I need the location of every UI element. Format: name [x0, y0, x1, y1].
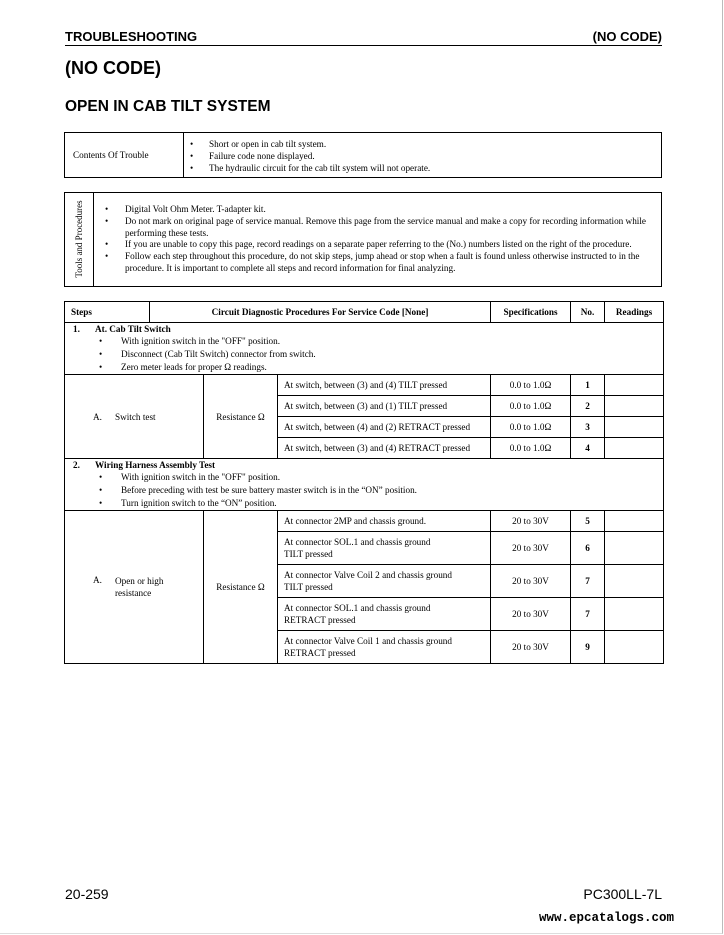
proc-cell: At connector 2MP and chassis ground.: [278, 511, 491, 532]
no-cell: 9: [571, 631, 605, 664]
step-name-cell: A. Switch test: [65, 375, 204, 459]
spec-cell: 0.0 to 1.0Ω: [491, 417, 571, 438]
reading-cell[interactable]: [605, 598, 664, 631]
contents-item: • The hydraulic circuit for the cab tilt system will not operate.: [187, 162, 430, 174]
spec-cell: 20 to 30V: [491, 598, 571, 631]
section-title: 2. Wiring Harness Assembly Test: [73, 460, 216, 470]
no-cell: 1: [571, 375, 605, 396]
page-number: 20-259: [65, 886, 109, 902]
tools-item: • Follow each step throughout this procedure, do not skip steps, jump ahead or stop when a fault is found unless otherwise instructed to in the procedure. It is important to complete all steps and record information for final analyzing.: [101, 251, 656, 275]
proc-cell: At switch, between (4) and (2) RETRACT pressed: [278, 417, 491, 438]
proc-cell: At connector Valve Coil 2 and chassis ground TILT pressed: [278, 565, 491, 598]
no-cell: 2: [571, 396, 605, 417]
no-cell: 4: [571, 438, 605, 459]
table-header-row: [65, 302, 664, 323]
reading-cell[interactable]: [605, 438, 664, 459]
reading-cell[interactable]: [605, 375, 664, 396]
watermark-text: www.epcatalogs.com: [538, 911, 674, 925]
tools-label-cell: [65, 193, 94, 286]
proc-cell: At connector Valve Coil 1 and chassis ground RETRACT pressed: [278, 631, 491, 664]
spec-cell: 0.0 to 1.0Ω: [491, 396, 571, 417]
header-left: TROUBLESHOOTING: [65, 29, 198, 44]
diagnostic-table: [64, 301, 664, 664]
section-title: 1. At. Cab Tilt Switch: [73, 324, 171, 334]
spec-cell: 0.0 to 1.0Ω: [491, 375, 571, 396]
proc-cell: At connector SOL.1 and chassis ground TILT pressed: [278, 532, 491, 565]
contents-item: • Failure code none displayed.: [187, 150, 430, 162]
section-notes: [71, 335, 657, 374]
tools-item: • If you are unable to copy this page, record readings on a separate paper referring to the (No.) numbers listed on the right of the procedure.: [101, 239, 656, 251]
table-row: [65, 375, 664, 396]
running-header: [65, 29, 662, 46]
table-row: [65, 511, 664, 532]
tools-list: [101, 204, 656, 275]
tools-label: Tools and Procedures: [74, 200, 84, 278]
section-note: • Disconnect (Cab Tilt Switch) connector from switch.: [96, 348, 657, 361]
proc-cell: At switch, between (3) and (1) TILT pressed: [278, 396, 491, 417]
col-header-steps: Steps: [65, 302, 150, 323]
proc-cell: At switch, between (3) and (4) TILT pressed: [278, 375, 491, 396]
section-row: [65, 323, 664, 375]
measure-cell: Resistance Ω: [204, 375, 278, 459]
section-notes: [71, 471, 657, 510]
spec-cell: 20 to 30V: [491, 565, 571, 598]
reading-cell[interactable]: [605, 511, 664, 532]
section-note: • Before preceding with test be sure battery master switch is in the “ON” position.: [96, 484, 657, 497]
tools-item: • Digital Volt Ohm Meter. T-adapter kit.: [101, 204, 656, 216]
section-note: • Zero meter leads for proper Ω readings.: [96, 361, 657, 374]
spec-cell: 20 to 30V: [491, 631, 571, 664]
no-cell: 7: [571, 598, 605, 631]
spec-cell: 20 to 30V: [491, 532, 571, 565]
proc-cell: At connector SOL.1 and chassis ground RETRACT pressed: [278, 598, 491, 631]
page-subtitle: OPEN IN CAB TILT SYSTEM: [65, 98, 271, 115]
step-name-cell: A. Open or high resistance: [65, 511, 204, 664]
header-right: (NO CODE): [592, 29, 662, 44]
tools-item: • Do not mark on original page of service manual. Remove this page from the service manual and make a copy for recording information while performing these tests.: [101, 216, 656, 240]
no-cell: 6: [571, 532, 605, 565]
contents-of-trouble-box: [64, 132, 662, 178]
spec-cell: 0.0 to 1.0Ω: [491, 438, 571, 459]
section-row: [65, 459, 664, 511]
col-header-procedure: Circuit Diagnostic Procedures For Service Code [None]: [150, 302, 491, 323]
section-note: • With ignition switch in the "OFF" position.: [96, 471, 657, 484]
reading-cell[interactable]: [605, 631, 664, 664]
no-cell: 7: [571, 565, 605, 598]
model-name: PC300LL-7L: [583, 886, 662, 902]
page-title: (NO CODE): [65, 58, 161, 78]
section-note: • Turn ignition switch to the “ON” position.: [96, 497, 657, 510]
contents-label: Contents Of Trouble: [65, 133, 184, 177]
col-header-spec: Specifications: [491, 302, 571, 323]
measure-cell: Resistance Ω: [204, 511, 278, 664]
section-note: • With ignition switch in the "OFF" position.: [96, 335, 657, 348]
no-cell: 5: [571, 511, 605, 532]
contents-list: [187, 138, 430, 174]
proc-cell: At switch, between (3) and (4) RETRACT pressed: [278, 438, 491, 459]
reading-cell[interactable]: [605, 417, 664, 438]
tools-procedures-box: [64, 192, 662, 287]
col-header-no: No.: [571, 302, 605, 323]
contents-item: • Short or open in cab tilt system.: [187, 138, 430, 150]
reading-cell[interactable]: [605, 396, 664, 417]
col-header-readings: Readings: [605, 302, 664, 323]
reading-cell[interactable]: [605, 532, 664, 565]
spec-cell: 20 to 30V: [491, 511, 571, 532]
no-cell: 3: [571, 417, 605, 438]
reading-cell[interactable]: [605, 565, 664, 598]
